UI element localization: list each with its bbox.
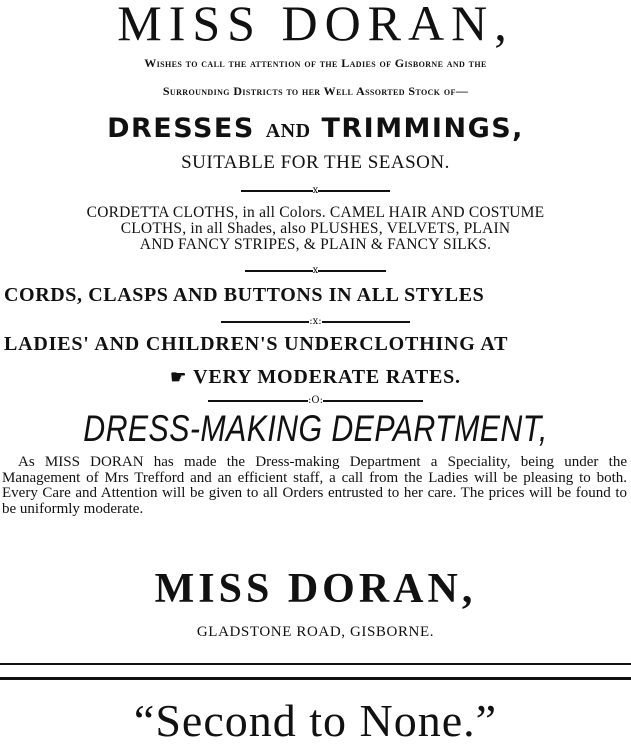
headline-trimmings: TRIMMINGS, bbox=[321, 113, 524, 144]
headline-and: AND bbox=[265, 120, 311, 142]
cloths-line-2: CLOTHS, in all Shades, also PLUSHES, VELVETS, PLAIN bbox=[120, 221, 511, 237]
advertiser-title: MISS DORAN, bbox=[117, 0, 514, 51]
suitable-season: SUITABLE FOR THE SEASON. bbox=[181, 152, 450, 173]
divider-mark: x bbox=[312, 185, 319, 196]
next-ad-heading: “Second to None.” bbox=[133, 695, 498, 746]
pointing-hand-icon: ☛ bbox=[170, 367, 188, 387]
divider-1 bbox=[0, 186, 631, 196]
dresses-trimmings-headline bbox=[0, 113, 631, 144]
department-body bbox=[2, 455, 627, 517]
divider-3 bbox=[0, 317, 631, 327]
cloths-line-3: AND FANCY STRIPES, & PLAIN & FANCY SILKS. bbox=[139, 237, 492, 253]
divider-mark: x bbox=[312, 265, 319, 276]
advertiser-address: GLADSTONE ROAD, GISBORNE. bbox=[196, 624, 435, 640]
cloths-line-1: CORDETTA CLOTHS, in all Colors. CAMEL HAIR AND COSTUME bbox=[86, 205, 545, 221]
divider-mark: :O: bbox=[308, 395, 323, 406]
intro-line-2: Surrounding Districts to her Well Assorted Stock of— bbox=[162, 84, 469, 98]
cords-clasps-buttons: CORDS, CLASPS AND BUTTONS IN ALL STYLES bbox=[4, 284, 485, 306]
divider-mark: :x: bbox=[309, 316, 322, 327]
intro-line-1: Wishes to call the attention of the Ladies of Gisborne and the bbox=[144, 56, 487, 70]
moderate-rates-line bbox=[0, 366, 631, 389]
advertiser-signature: MISS DORAN, bbox=[154, 566, 477, 612]
department-heading: DRESS-MAKING DEPARTMENT, bbox=[83, 408, 548, 449]
department-body-text: As MISS DORAN has made the Dress-making Department a Speciality, being under the Management of Mrs Trefford and an efficient staff, a call from the Ladies will be pleasing to both. Every Care and Attention will be given to all Orders entrusted to her care. The prices will be found to be uniformly moderate. bbox=[2, 454, 627, 517]
headline-dresses: DRESSES bbox=[107, 113, 255, 144]
divider-rule-thin bbox=[0, 663, 631, 665]
divider-4 bbox=[0, 396, 631, 406]
divider-rule-thick bbox=[0, 677, 631, 680]
divider-2 bbox=[0, 266, 631, 276]
moderate-rates-text: VERY MODERATE RATES. bbox=[193, 366, 461, 388]
underclothing-line: LADIES' AND CHILDREN'S UNDERCLOTHING AT bbox=[4, 333, 509, 355]
